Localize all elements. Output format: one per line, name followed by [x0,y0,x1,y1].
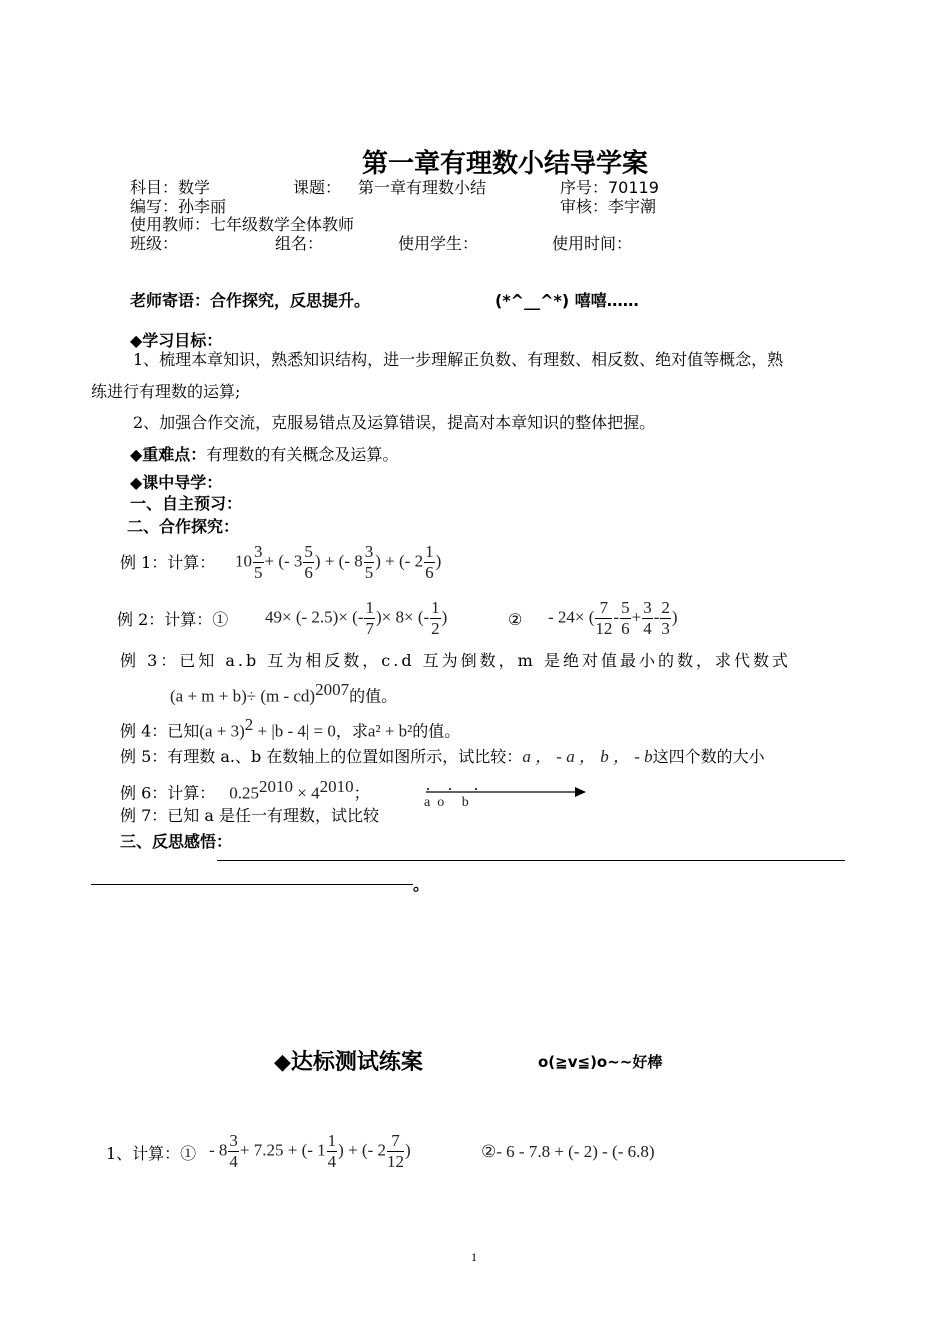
expr-term: ) + (- 2 [338,1140,386,1160]
page-number: 1 [471,1250,477,1264]
fraction [642,598,653,639]
meta-topic: 第一章有理数小结 [358,178,487,197]
denominator: 2 [431,619,440,638]
key-points-label: ◆重难点： [130,445,207,464]
exponent: 2010 [259,777,294,796]
example-5-text: 例 5：有理数 a.、b 在数轴上的位置如图所示，试比较： [120,747,523,766]
example-3-expression: (a + m + b)÷ (m - cd) [170,686,316,706]
example-5 [120,746,765,768]
example-7: 例 7：已知 a 是任一有理数，试比较 [120,806,379,825]
section-self-study: 一、自主预习： [130,494,243,513]
example-5-tail: 这四个数的大小 [652,747,765,766]
numerator: 1 [431,598,440,617]
denominator: 12 [387,1152,404,1171]
numerator: 3 [364,542,374,561]
example-3-tail: 的值。 [349,686,398,706]
denominator: 4 [643,619,652,638]
fraction [364,542,375,583]
teacher-message: 老师寄语：合作探究，反思提升。 [130,291,371,310]
point-o [449,788,451,790]
expr-term: - [653,607,660,627]
denominator: 5 [254,563,263,582]
test-1b-expression: ②- 6 - 7.8 + (- 2) - (- 6.8) [481,1142,655,1161]
example-3-line-2 [170,679,397,707]
goal-1-line-2: 练进行有理数的运算; [91,382,241,401]
meta-reviewer: 审核：李宇潮 [560,197,657,216]
numerator: 1 [425,542,434,561]
example-6 [120,776,370,804]
numerator: 7 [595,598,612,619]
fraction [253,542,264,583]
fraction [595,598,612,639]
numerator: 3 [254,542,263,561]
numerator: 7 [387,1131,404,1152]
emoticon-great: o(≧v≦)o~~好棒 [538,1053,663,1071]
numerator: 3 [643,598,652,617]
answer-period: 。 [413,875,430,894]
denominator: 6 [425,563,434,582]
denominator: 7 [365,619,374,638]
expr-term: + (- 3 [264,551,303,571]
example-6-base-2: × 4 [293,783,320,803]
expr-term: 10 [235,551,252,571]
denominator: 6 [621,619,630,638]
expr-term: - [613,607,620,627]
meta-subject: 科目：数学 [130,178,211,197]
meta-class: 班级： [130,234,179,253]
exponent: 2010 [319,777,354,796]
meta-serial: 序号：70119 [560,178,659,197]
fraction [327,1131,338,1172]
numerator: 2 [661,598,670,617]
point-a [427,788,429,790]
numerator: 1 [365,598,374,617]
expr-term: )× 8× (- [375,607,430,627]
numerator: 5 [304,542,313,561]
example-2b-expression [548,598,678,639]
point-b [475,788,477,790]
meta-editor: 编写：孙李丽 [130,197,227,216]
guide-heading: ◆课中导学： [130,473,223,492]
expr-term: - 8 [209,1140,228,1160]
emoticon-cheer: (*^__^*) 嘻嘻…… [495,291,639,310]
test-heading: ◆达标测试练案 [274,1050,423,1075]
fraction [424,542,435,583]
answer-line-2 [91,884,413,885]
answer-line-1 [217,860,845,861]
test-1-label: 1、计算：① [106,1144,197,1163]
exponent: 2007 [315,680,350,699]
expr-term: + [631,607,642,627]
example-4-label: 例 4：已知 [120,721,200,741]
numerator: 5 [621,598,630,617]
denominator: 12 [595,619,613,638]
meta-group: 组名： [275,234,324,253]
expr-term: + 7.25 + (- 1 [239,1140,326,1160]
expr-term: ) + (- 2 [375,551,424,571]
exponent: 2 [244,715,254,734]
numerator: 1 [327,1131,337,1150]
meta-student: 使用学生： [398,234,479,253]
expr-term: ) [435,551,442,571]
fraction [303,542,314,583]
expr-term: ) [441,607,448,627]
test-1a-expression [209,1131,411,1172]
example-1-expression [235,542,441,583]
key-points-text: 有理数的有关概念及运算。 [206,445,399,464]
meta-teachers: 使用教师：七年级数学全体教师 [130,215,355,234]
expr-term: - 24× ( [548,607,595,627]
fraction [430,598,441,639]
denominator: 4 [229,1152,238,1171]
key-points [130,444,398,466]
example-4-tail: 的值。 [412,721,461,741]
example-3-line-1: 例 3：已知 a.b 互为相反数，c.d 互为倒数，m 是绝对值最小的数，求代数式 [120,651,791,670]
denominator: 4 [327,1152,337,1171]
example-4 [120,714,460,742]
page-title: 第一章有理数小结导学案 [361,149,648,179]
example-6-base-1: 0.25 [229,783,260,803]
meta-topic-label: 课题： [293,178,342,197]
example-4-expression-b: + |b - 4| = 0 [253,721,336,741]
example-1-label: 例 1：计算： [120,553,216,572]
number-line-arrow [575,787,586,797]
expr-term: 49× (- 2.5)× (- [265,607,364,627]
fraction [660,598,671,639]
fraction [387,1131,404,1172]
example-4-ask: a² + b² [367,721,413,741]
fraction [620,598,631,639]
goal-1-line-1: 1、梳理本章知识，熟悉知识结构，进一步理解正负数、有理数、相反数、绝对值等概念，熟 [133,350,784,369]
example-4-mid: ，求 [335,721,368,741]
example-2b-label: ② [508,610,523,629]
denominator: 6 [304,563,313,582]
example-4-expression-a: (a + 3) [199,721,245,741]
example-2a-expression [265,598,447,639]
denominator: 5 [364,563,374,582]
expr-term: ) [405,1140,411,1160]
section-cooperative: 二、合作探究： [127,517,240,536]
numerator: 3 [229,1131,238,1150]
denominator: 3 [661,619,670,638]
example-2-label: 例 2：计算：① [117,610,229,629]
goals-heading: ◆学习目标： [130,331,223,350]
expr-term: ) [671,607,678,627]
example-5-vars: a ， - a ， b ， - b [522,747,653,766]
number-line-labels: a o b [424,795,469,810]
expr-term: ) + (- 8 [314,551,363,571]
meta-time: 使用时间： [552,234,633,253]
section-reflection: 三、反思感悟： [120,832,233,851]
fraction [364,598,375,639]
fraction [228,1131,239,1172]
example-6-tail: ； [353,783,370,803]
goal-2: 2、加强合作交流，克服易错点及运算错误，提高对本章知识的整体把握。 [133,413,656,432]
example-6-label: 例 6：计算： [120,783,216,803]
